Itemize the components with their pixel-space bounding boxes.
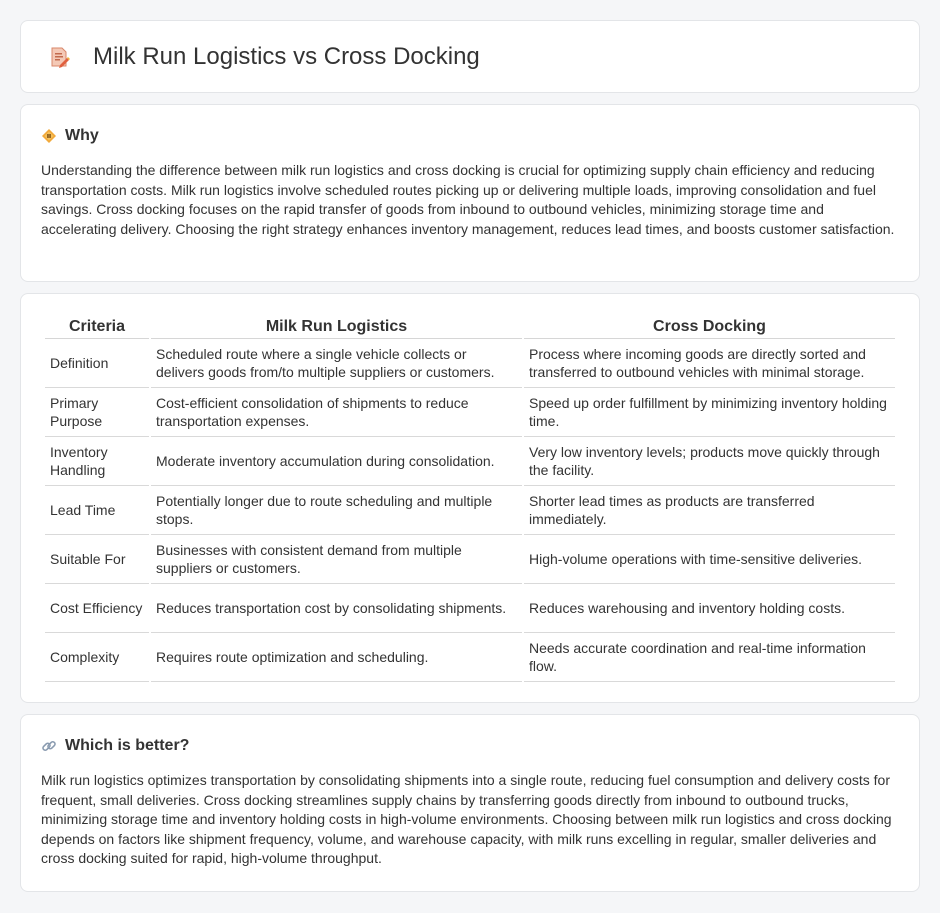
milk-run-cell: Cost-efficient consolidation of shipments to reduce transportation expenses. bbox=[151, 388, 522, 437]
criteria-cell: Definition bbox=[45, 339, 149, 388]
cross-docking-cell: Needs accurate coordination and real-time information flow. bbox=[524, 633, 895, 682]
criteria-cell: Inventory Handling bbox=[45, 437, 149, 486]
why-section bbox=[20, 104, 920, 282]
table-row bbox=[45, 584, 895, 633]
which-better-title: Which is better? bbox=[65, 737, 190, 754]
why-title: Why bbox=[65, 127, 99, 144]
table-row bbox=[45, 437, 895, 486]
why-text: Understanding the difference between milk run logistics and cross docking is crucial for optimizing supply chain efficiency and reducing transportation costs. Milk run logistics involve scheduled routes picking up or delivering multiple loads, improving consolidation and fuel savings. Cross docking focuses on the rapid transfer of goods from inbound to outbound vehicles, minimizing storage time and accelerating delivery. Choosing the right strategy enhances inventory management, reduces lead times, and boosts customer satisfaction. bbox=[41, 162, 895, 237]
milk-run-cell: Reduces transportation cost by consolidating shipments. bbox=[151, 584, 522, 633]
header-cross-docking: Cross Docking bbox=[524, 314, 895, 339]
table-row bbox=[45, 486, 895, 535]
criteria-cell: Lead Time bbox=[45, 486, 149, 535]
cross-docking-cell: Speed up order fulfillment by minimizing inventory holding time. bbox=[524, 388, 895, 437]
milk-run-cell: Moderate inventory accumulation during consolidation. bbox=[151, 437, 522, 486]
header-criteria: Criteria bbox=[45, 314, 149, 339]
table-row bbox=[45, 633, 895, 682]
cross-docking-cell: Very low inventory levels; products move quickly through the facility. bbox=[524, 437, 895, 486]
which-better-text: Milk run logistics optimizes transportation by consolidating shipments into a single route, reducing fuel consumption and delivery costs for frequent, small deliveries. Cross docking streamlines supply chains by transferring goods directly from inbound to outbound trucks, minimizing storage time and inventory holding costs in high-volume environments. Choosing between milk run logistics and cross docking depends on factors like shipment frequency, volume, and warehouse capacity, with milk runs excelling in regular, smaller deliveries and cross docking suited for rapid, high-volume throughput. bbox=[41, 772, 892, 867]
diamond-sign-icon bbox=[41, 128, 57, 144]
criteria-cell: Cost Efficiency bbox=[45, 584, 149, 633]
table-row bbox=[45, 388, 895, 437]
cross-docking-cell: Process where incoming goods are directly sorted and transferred to outbound vehicles with minimal storage. bbox=[524, 339, 895, 388]
document-pencil-icon bbox=[47, 45, 71, 69]
milk-run-cell: Businesses with consistent demand from multiple suppliers or customers. bbox=[151, 535, 522, 584]
cross-docking-cell: Shorter lead times as products are transferred immediately. bbox=[524, 486, 895, 535]
header-milk-run: Milk Run Logistics bbox=[151, 314, 522, 339]
comparison-table-card bbox=[20, 293, 920, 703]
which-better-section bbox=[20, 714, 920, 892]
table-row bbox=[45, 535, 895, 584]
table-row bbox=[45, 339, 895, 388]
milk-run-cell: Requires route optimization and scheduling. bbox=[151, 633, 522, 682]
comparison-table bbox=[43, 314, 897, 682]
criteria-cell: Suitable For bbox=[45, 535, 149, 584]
cross-docking-cell: Reduces warehousing and inventory holding costs. bbox=[524, 584, 895, 633]
criteria-cell: Primary Purpose bbox=[45, 388, 149, 437]
milk-run-cell: Potentially longer due to route scheduling and multiple stops. bbox=[151, 486, 522, 535]
title-card bbox=[20, 20, 920, 93]
link-icon bbox=[41, 738, 57, 754]
milk-run-cell: Scheduled route where a single vehicle collects or delivers goods from/to multiple suppliers or customers. bbox=[151, 339, 522, 388]
cross-docking-cell: High-volume operations with time-sensitive deliveries. bbox=[524, 535, 895, 584]
page-title: Milk Run Logistics vs Cross Docking bbox=[93, 42, 480, 70]
table-header-row bbox=[45, 314, 895, 339]
criteria-cell: Complexity bbox=[45, 633, 149, 682]
